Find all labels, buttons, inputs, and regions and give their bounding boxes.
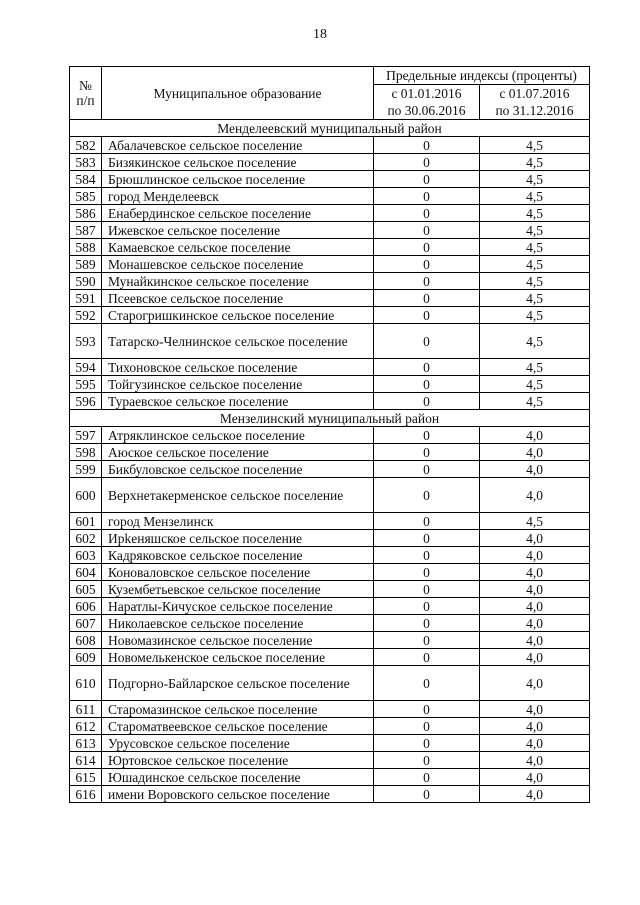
row-number: 603 [70, 547, 102, 564]
col-header-period2: с 01.07.2016 по 31.12.2016 [480, 85, 590, 120]
row-name: Юшадинское сельское поселение [102, 769, 374, 786]
row-value-period1: 0 [374, 478, 480, 513]
row-value-period1: 0 [374, 581, 480, 598]
table-row [70, 171, 590, 188]
row-name: Аюское сельское поселение [102, 444, 374, 461]
row-value-period2: 4,0 [480, 530, 590, 547]
row-value-period2: 4,5 [480, 513, 590, 530]
row-name: Тихоновское сельское поселение [102, 359, 374, 376]
row-value-period1: 0 [374, 444, 480, 461]
row-number: 591 [70, 290, 102, 307]
row-value-period2: 4,0 [480, 461, 590, 478]
row-number: 598 [70, 444, 102, 461]
row-number: 589 [70, 256, 102, 273]
row-value-period2: 4,0 [480, 615, 590, 632]
row-value-period1: 0 [374, 752, 480, 769]
row-number: 615 [70, 769, 102, 786]
row-value-period2: 4,5 [480, 376, 590, 393]
row-name: Новомазинское сельское поселение [102, 632, 374, 649]
row-value-period1: 0 [374, 290, 480, 307]
row-value-period1: 0 [374, 137, 480, 154]
table-row [70, 769, 590, 786]
row-value-period2: 4,5 [480, 239, 590, 256]
table-row [70, 666, 590, 701]
table-row [70, 615, 590, 632]
row-value-period2: 4,0 [480, 478, 590, 513]
row-value-period1: 0 [374, 256, 480, 273]
table-row [70, 581, 590, 598]
row-number: 602 [70, 530, 102, 547]
row-number: 604 [70, 564, 102, 581]
row-number: 600 [70, 478, 102, 513]
row-value-period1: 0 [374, 154, 480, 171]
row-value-period2: 4,5 [480, 137, 590, 154]
row-value-period1: 0 [374, 461, 480, 478]
row-value-period1: 0 [374, 376, 480, 393]
row-name: Юртовское сельское поселение [102, 752, 374, 769]
row-name: Тураевское сельское поселение [102, 393, 374, 410]
row-name: Тойгузинское сельское поселение [102, 376, 374, 393]
row-name: Ирkeняшское сельское поселение [102, 530, 374, 547]
table-row [70, 188, 590, 205]
table-row [70, 735, 590, 752]
col-header-num: № п/п [70, 67, 102, 120]
table-row [70, 752, 590, 769]
row-value-period1: 0 [374, 324, 480, 359]
page-number: 18 [313, 27, 327, 42]
row-value-period1: 0 [374, 359, 480, 376]
row-number: 587 [70, 222, 102, 239]
row-value-period2: 4,0 [480, 427, 590, 444]
table-row [70, 632, 590, 649]
row-value-period2: 4,0 [480, 581, 590, 598]
row-value-period1: 0 [374, 701, 480, 718]
table-row [70, 239, 590, 256]
row-value-period2: 4,5 [480, 154, 590, 171]
row-value-period1: 0 [374, 222, 480, 239]
row-number: 586 [70, 205, 102, 222]
row-number: 614 [70, 752, 102, 769]
row-name: Кадряковское сельское поселение [102, 547, 374, 564]
row-value-period2: 4,0 [480, 769, 590, 786]
row-value-period1: 0 [374, 769, 480, 786]
col-header-period1: с 01.01.2016 по 30.06.2016 [374, 85, 480, 120]
row-value-period2: 4,5 [480, 188, 590, 205]
row-name: Мунайкинское сельское поселение [102, 273, 374, 290]
row-number: 608 [70, 632, 102, 649]
row-value-period2: 4,0 [480, 547, 590, 564]
row-name: имени Воровского сельское поселение [102, 786, 374, 803]
table-row [70, 786, 590, 803]
row-value-period2: 4,0 [480, 718, 590, 735]
row-value-period2: 4,0 [480, 786, 590, 803]
row-value-period1: 0 [374, 786, 480, 803]
indices-table [69, 66, 590, 803]
row-value-period1: 0 [374, 564, 480, 581]
row-number: 594 [70, 359, 102, 376]
row-number: 605 [70, 581, 102, 598]
row-name: Енабердинское сельское поселение [102, 205, 374, 222]
row-name: Николаевское сельское поселение [102, 615, 374, 632]
table-row [70, 273, 590, 290]
row-number: 595 [70, 376, 102, 393]
row-value-period2: 4,0 [480, 701, 590, 718]
table-row [70, 137, 590, 154]
table-row [70, 359, 590, 376]
row-name: Коноваловское сельское поселение [102, 564, 374, 581]
table-row [70, 205, 590, 222]
row-number: 612 [70, 718, 102, 735]
row-value-period2: 4,5 [480, 273, 590, 290]
row-value-period1: 0 [374, 649, 480, 666]
row-value-period1: 0 [374, 427, 480, 444]
row-value-period1: 0 [374, 205, 480, 222]
table-row [70, 444, 590, 461]
row-number: 607 [70, 615, 102, 632]
col-header-name: Муниципальное образование [102, 67, 374, 120]
row-name: город Менделеевск [102, 188, 374, 205]
row-name: Абалачевское сельское поселение [102, 137, 374, 154]
table-row [70, 393, 590, 410]
row-number: 585 [70, 188, 102, 205]
row-value-period2: 4,5 [480, 393, 590, 410]
table-row [70, 718, 590, 735]
table-row [70, 701, 590, 718]
row-name: Подгорно-Байларское сельское поселение [102, 666, 374, 701]
row-number: 584 [70, 171, 102, 188]
row-value-period1: 0 [374, 598, 480, 615]
row-number: 596 [70, 393, 102, 410]
row-value-period2: 4,0 [480, 632, 590, 649]
row-name: Псеевское сельское поселение [102, 290, 374, 307]
row-value-period1: 0 [374, 513, 480, 530]
row-name: Кузембетьевское сельское поселение [102, 581, 374, 598]
row-name: Атряклинское сельское поселение [102, 427, 374, 444]
row-value-period2: 4,5 [480, 171, 590, 188]
row-number: 590 [70, 273, 102, 290]
row-value-period1: 0 [374, 735, 480, 752]
row-number: 597 [70, 427, 102, 444]
row-name: Староматвеевское сельское поселение [102, 718, 374, 735]
row-value-period2: 4,5 [480, 256, 590, 273]
row-name: Старогришкинское сельское поселение [102, 307, 374, 324]
row-name: Новомелькенское сельское поселение [102, 649, 374, 666]
row-value-period2: 4,0 [480, 564, 590, 581]
row-value-period2: 4,0 [480, 735, 590, 752]
table-row [70, 564, 590, 581]
row-number: 601 [70, 513, 102, 530]
row-number: 609 [70, 649, 102, 666]
row-name: город Мензелинск [102, 513, 374, 530]
row-value-period1: 0 [374, 239, 480, 256]
table-row [70, 513, 590, 530]
table-row [70, 222, 590, 239]
row-name: Татарско-Челнинское сельское поселение [102, 324, 374, 359]
row-value-period1: 0 [374, 666, 480, 701]
row-value-period2: 4,0 [480, 444, 590, 461]
row-value-period1: 0 [374, 393, 480, 410]
row-name: Наратлы-Кичуское сельское поселение [102, 598, 374, 615]
table-row [70, 427, 590, 444]
row-number: 611 [70, 701, 102, 718]
row-value-period2: 4,5 [480, 290, 590, 307]
table-row [70, 307, 590, 324]
row-number: 606 [70, 598, 102, 615]
col-header-group: Предельные индексы (проценты) [374, 67, 590, 85]
table-row [70, 324, 590, 359]
row-name: Монашевское сельское поселение [102, 256, 374, 273]
row-number: 616 [70, 786, 102, 803]
row-value-period1: 0 [374, 718, 480, 735]
row-number: 583 [70, 154, 102, 171]
section-header [70, 120, 590, 137]
row-name: Верхнетакерменское сельское поселение [102, 478, 374, 513]
row-value-period1: 0 [374, 632, 480, 649]
row-name: Бизякинское сельское поселение [102, 154, 374, 171]
row-value-period2: 4,5 [480, 307, 590, 324]
row-value-period1: 0 [374, 273, 480, 290]
row-value-period2: 4,5 [480, 324, 590, 359]
row-number: 593 [70, 324, 102, 359]
table-row [70, 376, 590, 393]
row-number: 599 [70, 461, 102, 478]
row-number: 592 [70, 307, 102, 324]
section-title: Менделеевский муниципальный район [70, 120, 590, 137]
row-value-period2: 4,0 [480, 598, 590, 615]
row-value-period1: 0 [374, 615, 480, 632]
row-name: Камаевское сельское поселение [102, 239, 374, 256]
table-row [70, 530, 590, 547]
row-value-period1: 0 [374, 171, 480, 188]
row-value-period2: 4,5 [480, 359, 590, 376]
table-row [70, 290, 590, 307]
table-row [70, 598, 590, 615]
row-value-period1: 0 [374, 307, 480, 324]
row-name: Ижевское сельское поселение [102, 222, 374, 239]
row-name: Урусовское сельское поселение [102, 735, 374, 752]
row-value-period2: 4,0 [480, 649, 590, 666]
row-number: 588 [70, 239, 102, 256]
table-row [70, 461, 590, 478]
row-name: Старомазинское сельское поселение [102, 701, 374, 718]
row-number: 582 [70, 137, 102, 154]
table-row [70, 478, 590, 513]
table-row [70, 154, 590, 171]
row-number: 613 [70, 735, 102, 752]
section-title: Мензелинский муниципальный район [70, 410, 590, 427]
row-value-period2: 4,0 [480, 666, 590, 701]
row-value-period1: 0 [374, 530, 480, 547]
row-number: 610 [70, 666, 102, 701]
row-value-period2: 4,0 [480, 752, 590, 769]
table-row [70, 547, 590, 564]
table-row [70, 256, 590, 273]
row-name: Бикбуловское сельское поселение [102, 461, 374, 478]
row-value-period2: 4,5 [480, 205, 590, 222]
row-value-period1: 0 [374, 547, 480, 564]
row-value-period1: 0 [374, 188, 480, 205]
row-name: Брюшлинское сельское поселение [102, 171, 374, 188]
row-value-period2: 4,5 [480, 222, 590, 239]
section-header [70, 410, 590, 427]
table-row [70, 649, 590, 666]
